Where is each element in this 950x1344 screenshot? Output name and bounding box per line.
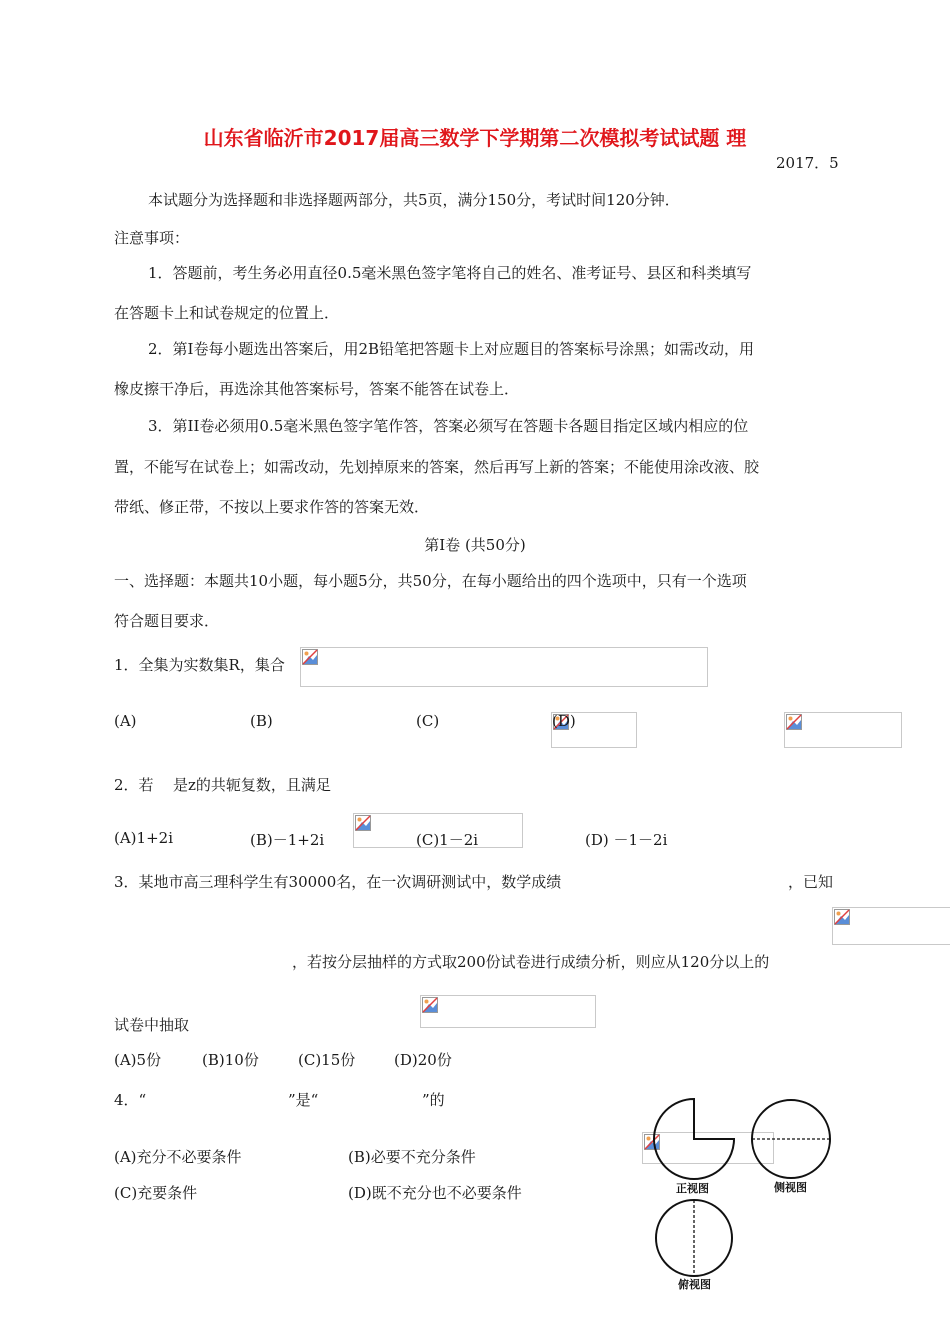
q3-option-d: (D)20份 (394, 1051, 452, 1069)
note-2-line-2: 橡皮擦干净后，再选涂其他答案标号，答案不能答在试卷上． (114, 380, 520, 398)
side-view-label: 侧视图 (774, 1181, 807, 1194)
exam-date: 2017．5 (776, 154, 839, 172)
q3-line-2: ，若按分层抽样的方式取200份试卷进行成绩分析，则应从120分以上的 (292, 953, 770, 971)
q2-option-a: (A)1+2i (114, 829, 173, 847)
q1-option-b-image (784, 712, 902, 748)
q1-option-d-label: (D) (552, 712, 576, 730)
note-3-line-2: 置，不能写在试卷上；如需改动，先划掉原来的答案，然后再写上新的答案；不能使用涂改液、胶 (114, 458, 760, 476)
q4-option-b: (B)必要不充分条件 (348, 1148, 476, 1166)
intro-text: 本试题分为选择题和非选择题两部分，共5页，满分150分，考试时间120分钟． (148, 191, 680, 209)
section-instruction-line-1: 一、选择题：本题共10小题，每小题5分，共50分，在每小题给出的四个选项中，只有一个选项 (114, 572, 747, 590)
q3-option-c: (C)15份 (298, 1051, 356, 1069)
q2-stem-middle: 是z的共轭复数，且满足 (173, 776, 331, 794)
broken-image-icon (422, 997, 438, 1013)
notes-heading: 注意事项： (114, 229, 190, 247)
part-1-title: 第Ⅰ卷 (共50分) (424, 536, 526, 554)
page-title: 山东省临沂市2017届高三数学下学期第二次模拟考试试题 理 (203, 126, 747, 150)
broken-image-icon (786, 714, 802, 730)
q2-option-b: (B)－1+2i (250, 831, 325, 849)
q1-option-a-label: (A) (114, 712, 137, 730)
q1-formula-image (300, 647, 708, 687)
section-instruction-line-2: 符合题目要求． (114, 612, 220, 630)
q4-stem-middle: ”是“ (288, 1091, 319, 1109)
note-3-line-1: 3．第II卷必须用0.5毫米黑色签字笔作答，答案必须写在答题卡各题目指定区域内相应的位 (148, 417, 749, 435)
top-view-label: 俯视图 (678, 1278, 711, 1291)
q3-line-1: 3．某地市高三理科学生有30000名，在一次调研测试中，数学成绩 (114, 873, 562, 891)
q4-stem-start: 4．“ (114, 1091, 147, 1109)
q2-option-c: (C)1－2i (416, 831, 479, 849)
q4-stem-end: ”的 (422, 1091, 445, 1109)
three-view-drawing (648, 1095, 848, 1295)
note-1-line-2: 在答题卡上和试卷规定的位置上． (114, 304, 340, 322)
q4-option-a: (A)充分不必要条件 (114, 1148, 242, 1166)
note-2-line-1: 2．第Ⅰ卷每小题选出答案后，用2B铅笔把答题卡上对应题目的答案标号涂黑；如需改动，用 (148, 340, 755, 358)
q1-option-b-label: (B) (250, 712, 273, 730)
broken-image-icon (302, 649, 318, 665)
q3-probability-image (420, 995, 596, 1028)
front-view-label: 正视图 (676, 1182, 709, 1195)
broken-image-icon (355, 815, 371, 831)
q1-option-c-label: (C) (416, 712, 440, 730)
three-view-figure (648, 1095, 848, 1295)
front-view-shape (654, 1099, 734, 1179)
q4-option-d: (D)既不充分也不必要条件 (348, 1184, 522, 1202)
q3-line-1-end: ，已知 (788, 873, 834, 891)
q3-option-a: (A)5份 (114, 1051, 162, 1069)
note-1-line-1: 1．答题前，考生务必用直径0.5毫米黑色签字笔将自己的姓名、准考证号、县区和科类填写 (148, 264, 752, 282)
broken-image-icon (834, 909, 850, 925)
q3-line-3: 试卷中抽取 (114, 1016, 190, 1034)
q3-distribution-image (832, 907, 950, 945)
q3-option-b: (B)10份 (202, 1051, 259, 1069)
note-3-line-3: 带纸、修正带，不按以上要求作答的答案无效． (114, 498, 430, 516)
q1-stem: 1．全集为实数集R，集合 (114, 656, 285, 674)
q2-option-d: (D) －1－2i (585, 831, 668, 849)
q2-stem-start: 2．若 (114, 776, 154, 794)
q4-option-c: (C)充要条件 (114, 1184, 198, 1202)
